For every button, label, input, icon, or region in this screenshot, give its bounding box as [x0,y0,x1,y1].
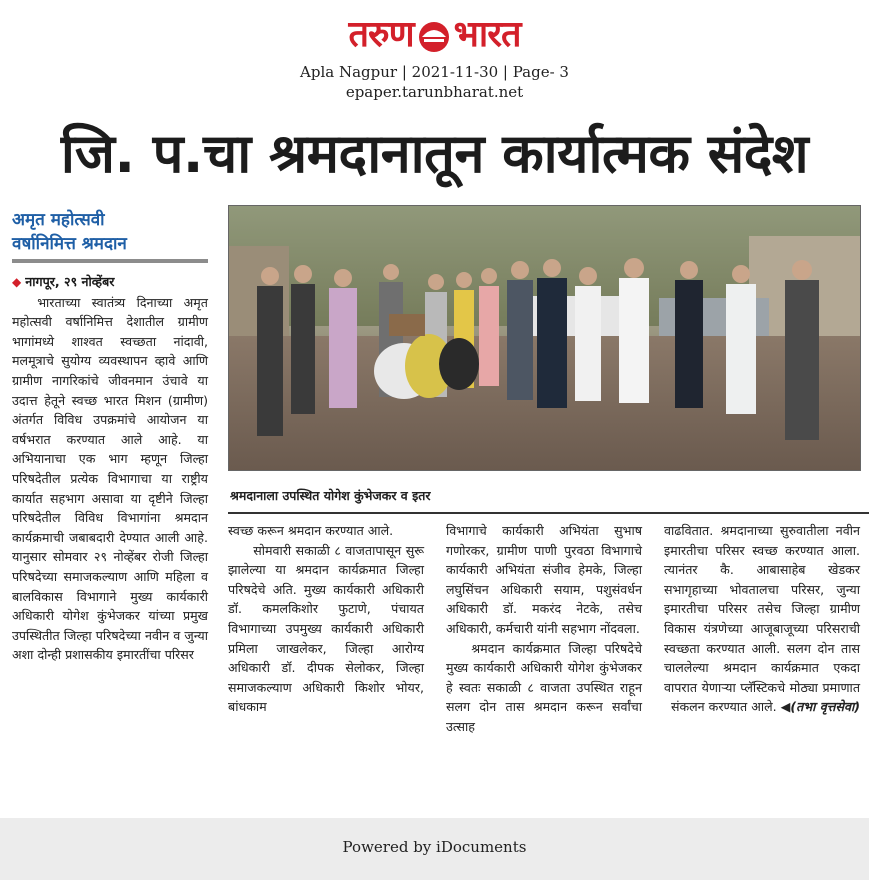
column-3-text-2: श्रमदान कार्यक्रमात जिल्हा परिषदेचे मुख्य कार्यकारी अधिकारी योगेश कुंभेजकर हे स्वतः सकाळी ८ वाजता उपस्थित राहून सलग दोन तास श्रमदान करून सर्वांचा उत्साह [446,640,642,734]
article-column-1 [12,272,208,665]
caption-divider [228,512,869,514]
logo-text-left: तरुण [348,14,414,55]
article-column-4 [664,521,860,717]
website-link[interactable]: epaper.tarunbharat.net [345,83,524,101]
dateline: नागपूर, २९ नोव्हेंबर [25,274,115,289]
photo-caption: श्रमदानाला उपस्थित योगेश कुंभेजकर व इतर [230,488,431,503]
kicker-line-2: वर्षानिमित्त श्रमदान [12,234,127,254]
column-3-text-1: विभागाचे कार्यकारी अभियंता सुभाष गणोरकर, ग्रामीण पाणी पुरवठा विभागाचे कार्यकारी अभियंता संजीव हेमके, जिल्हा लघुसिंचन अधिकारी सयाम, पशुसंवर्धन अधिकारी डॉ. मकरंद नेटके, तसेच अधिकारी, कर्मचारी यांनी सहभाग नोंदवला. [446,523,642,636]
masthead [0,14,869,102]
news-agency-credit: ◀(तभा वृत्तसेवा) [780,699,860,715]
dateline-paragraph [12,272,208,665]
column-4-text: वाढवितात. श्रमदानाच्या सुरुवातीला नवीन इमारतीचा परिसर स्वच्छ करण्यात आला. त्यानंतर कै. आबासाहेब खेडकर सभागृहाच्या भोवतालचा परिसर, जुन्या इमारतीचा परिसर तसेच जिल्हा ग्रामीण विकास यंत्रणेच्या आजूबाजूच्या परिसराची स्वच्छता करण्यात आली. सलग दोन तास चाललेल्या श्रमदान कार्यक्रमात एकदा वापरात येणाऱ्या प्लॅस्टिकचे मोठ्या प्रमाणात संकलन करण्यात आले. [664,523,860,715]
newspaper-logo[interactable] [349,14,521,56]
column-4-paragraph [664,521,860,717]
footer-bar [0,818,869,880]
article-column-2 [228,521,424,717]
logo-text-right: भारत [453,14,521,55]
article-column-3 [446,521,642,737]
edition-line: Apla Nagpur | 2021-11-30 | Page- 3 [300,63,569,81]
kicker-divider [12,259,208,263]
column-2-text-2: सोमवारी सकाळी ८ वाजतापासून सुरू झालेल्या या श्रमदान कार्यक्रमात जिल्हा परिषदेचे अति. मुख्य कार्यकारी अधिकारी डॉ. कमलकिशोर फुटाणे, पंचायत विभागाच्या उपमुख्य कार्यकारी अधिकारी प्रमिला जाखलेकर, जिल्हा आरोग्य अधिकारी डॉ. दीपक सेलोकर, जिल्हा समाजकल्याण अधिकारी किशोर भोयर, बांधकाम [228,542,424,715]
article-headline: जि. प.चा श्रमदानातून कार्यात्मक संदेश [60,122,809,185]
article-kicker [12,208,208,256]
column-2-text-1: स्वच्छ करून श्रमदान करण्यात आले. [228,523,394,538]
column-1-text: भारताच्या स्वातंत्र्य दिनाच्या अमृत महोत्सवी वर्षानिमित्त देशातील ग्रामीण भागांमध्ये शाश्वत स्वच्छता नांदावी, मलमूत्राचे सुयोग्य व्यवस्थापन व्हावे आणि ग्रामीण नागरिकांचे जीवनमान उंचावे या उदात्त हेतूने स्वच्छ भारत मिशन (ग्रामीण) अंतर्गत विविध उपक्रमांचे आयोजन या वर्षभरात करण्यात आले आहे. या अभियानाचा एक भाग म्हणून जिल्हा परिषदेतील प्रत्येक विभागाचा या राष्ट्रीय कार्यात सहभाग असावा या दृष्टीने जिल्हा परिषदेतील विविध विभागांना श्रमदान कार्यक्रमाची जबाबदारी देण्यात आली आहे. यानुसार सोमवार २९ नोव्हेंबर रोजी जिल्हा परिषदेच्या समाजकल्याण आणि महिला व बालविकास विभागाने मुख्य कार्यकारी अधिकारी योगेश कुंभेजकर यांच्या प्रमुख उपस्थितीत जिल्हा परिषदेच्या नवीन व जुन्या अशा दोन्ही प्रशासकीय इमारतींचा परिसर [12,294,208,663]
group-photo-image [229,206,861,471]
diamond-bullet-icon: ◆ [12,275,22,289]
article-photo [228,205,861,471]
powered-by-link[interactable]: Powered by iDocuments [342,838,527,856]
kicker-line-1: अमृत महोत्सवी [12,210,105,230]
logo-emblem-icon [416,17,452,53]
